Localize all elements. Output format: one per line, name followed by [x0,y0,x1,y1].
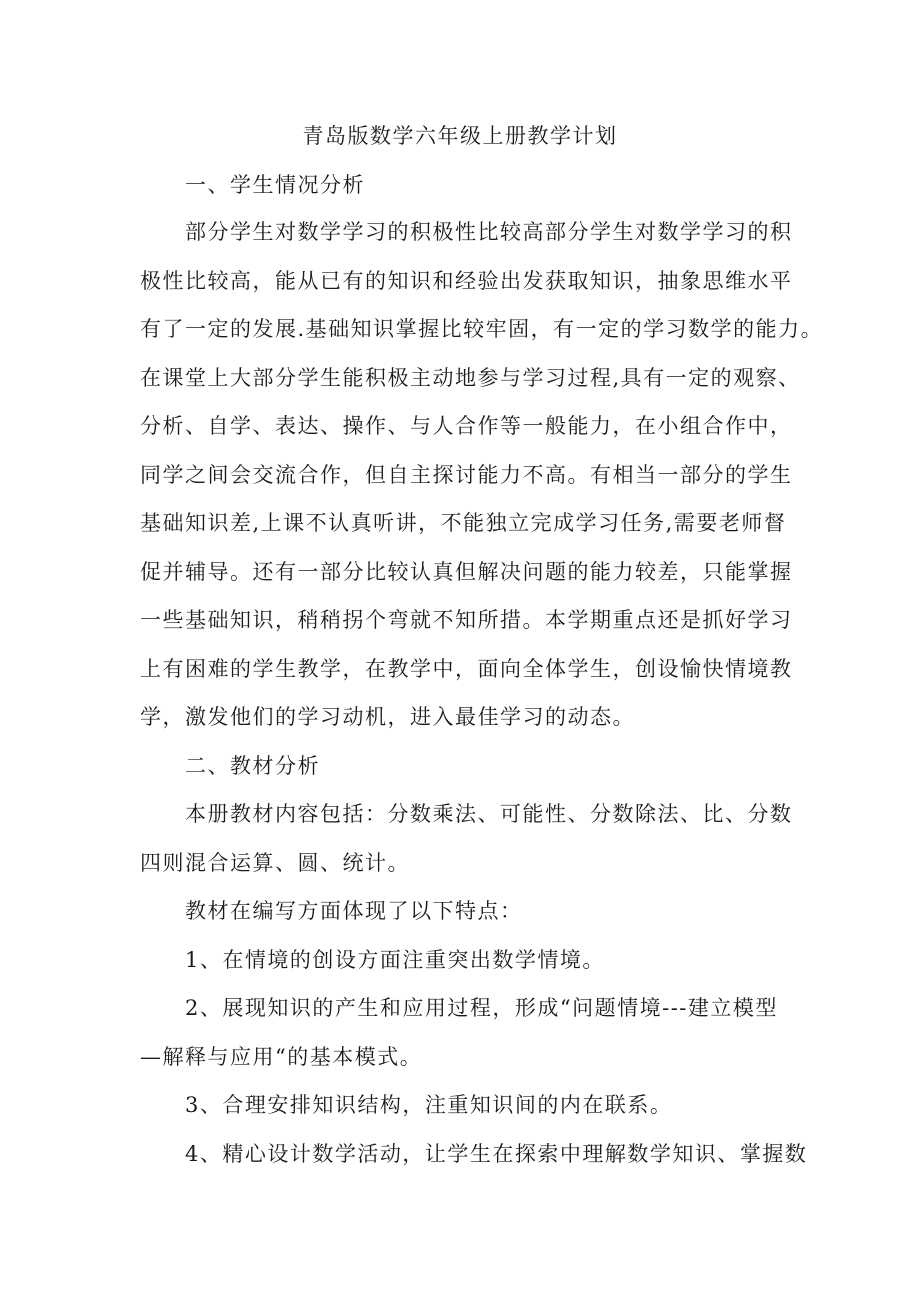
paragraph-line: 有了一定的发展.基础知识掌握比较牢固，有一定的学习数学的能力。 [140,317,824,341]
section-heading-1: 一、学生情况分析 [185,173,365,197]
paragraph-line: 学，激发他们的学习动机，进入最佳学习的动态。 [140,705,635,729]
paragraph-line: 上有困难的学生教学，在教学中，面向全体学生，创设愉快情境教 [140,657,793,681]
paragraph-line: 部分学生对数学学习的积极性比较高部分学生对数学学习的积 [185,220,793,244]
paragraph-line: 极性比较高，能从已有的知识和经验出发获取知识，抽象思维水平 [140,269,793,293]
paragraph-line: 教材在编写方面体现了以下特点： [185,899,523,923]
list-item: 4、精心设计数学活动，让学生在探索中理解数学知识、掌握数 [185,1142,808,1166]
paragraph-line: 四则混合运算、圆、统计。 [140,851,410,875]
list-item: 2、展现知识的产生和应用过程，形成“问题情境---建立模型 [185,996,778,1020]
document-title: 青岛版数学六年级上册教学计划 [302,124,618,148]
paragraph-line: 分析、自学、表达、操作、与人合作等一般能力，在小组合作中， [140,414,793,438]
paragraph-line: 促并辅导。还有一部分比较认真但解决问题的能力较差，只能掌握 [140,560,793,584]
paragraph-line: 本册教材内容包括：分数乘法、可能性、分数除法、比、分数 [185,802,793,826]
list-item-continuation: —解释与应用“的基本模式。 [140,1045,423,1069]
paragraph-line: 一些基础知识，稍稍拐个弯就不知所措。本学期重点还是抓好学习 [140,608,793,632]
list-item: 1、在情境的创设方面注重突出数学情境。 [185,948,605,972]
list-item: 3、合理安排知识结构，注重知识间的内在联系。 [185,1093,673,1117]
section-heading-2: 二、教材分析 [185,754,320,778]
paragraph-line: 在课堂上大部分学生能积极主动地参与学习过程,具有一定的观察、 [140,366,801,390]
paragraph-line: 基础知识差,上课不认真听讲，不能独立完成学习任务,需要老师督 [140,511,787,535]
paragraph-line: 同学之间会交流合作，但自主探讨能力不高。有相当一部分的学生 [140,463,793,487]
